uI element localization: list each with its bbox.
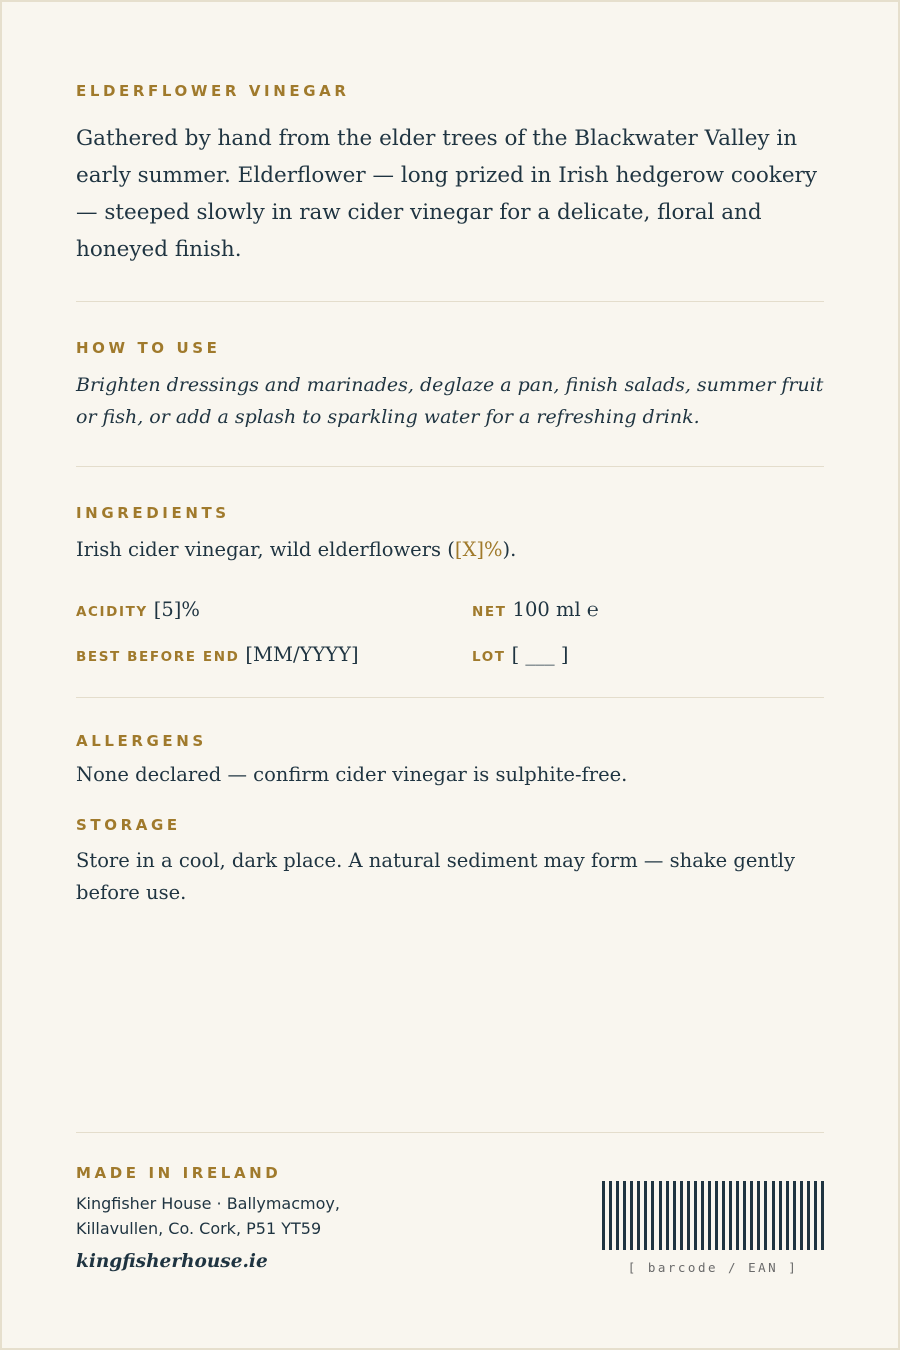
divider	[76, 301, 824, 302]
barcode-bar	[736, 1181, 739, 1250]
barcode-bar	[666, 1181, 669, 1250]
made-in-heading: MADE IN IRELAND	[76, 1164, 282, 1182]
how-to-use-text: Brighten dressings and marinades, deglaze a pan, finish salads, summer fruit or fish, or add a splash to sparkling water for a refreshing drink.	[76, 374, 824, 428]
barcode-bar	[701, 1181, 704, 1250]
address-line-1: Kingfisher House · Ballymacmoy,	[76, 1194, 340, 1213]
divider	[76, 466, 824, 467]
barcode-placeholder	[602, 1181, 824, 1250]
barcode-bar	[722, 1181, 725, 1250]
barcode-bar	[637, 1181, 640, 1250]
barcode-bar	[814, 1181, 817, 1250]
ingredients-heading: INGREDIENTS	[76, 504, 230, 522]
product-title: ELDERFLOWER VINEGAR	[76, 82, 350, 100]
ingredients-list: Irish cider vinegar, wild elderflowers (	[76, 538, 455, 561]
divider	[76, 697, 824, 698]
barcode-bar	[616, 1181, 619, 1250]
allergens-text: None declared — confirm cider vinegar is sulphite-free.	[76, 763, 628, 786]
acidity-spec	[76, 596, 200, 626]
barcode-bar	[715, 1181, 718, 1250]
barcode-bar	[729, 1181, 732, 1250]
barcode-bar	[757, 1181, 760, 1250]
barcode-bar	[609, 1181, 612, 1250]
how-to-use-heading: HOW TO USE	[76, 339, 221, 357]
address-line-2: Killavullen, Co. Cork, P51 YT59	[76, 1219, 322, 1238]
ingredient-percentage-placeholder: [X]%	[454, 538, 503, 561]
barcode-bar	[807, 1181, 810, 1250]
barcode-bar	[793, 1181, 796, 1250]
divider	[76, 1132, 824, 1133]
best-before-value: [MM/YYYY]	[245, 643, 359, 666]
barcode-bar	[602, 1181, 605, 1250]
lot-label: LOT	[472, 649, 506, 665]
barcode-bar	[659, 1181, 662, 1250]
barcode-bar	[708, 1181, 711, 1250]
barcode-bar	[772, 1181, 775, 1250]
barcode-bar	[694, 1181, 697, 1250]
net-volume-spec	[472, 596, 599, 626]
barcode-bar	[764, 1181, 767, 1250]
best-before-label: BEST BEFORE END	[76, 649, 240, 665]
lot-value: [ ___ ]	[511, 643, 569, 666]
acidity-value: [5]%	[153, 598, 200, 621]
barcode-caption: [ barcode / EAN ]	[627, 1260, 799, 1275]
storage-text: Store in a cool, dark place. A natural sediment may form — shake gently before use.	[76, 849, 796, 904]
ingredients-text	[76, 536, 516, 564]
lot-spec	[472, 641, 568, 671]
best-before-spec	[76, 641, 359, 671]
barcode-bar	[800, 1181, 803, 1250]
product-description: Gathered by hand from the elder trees of the Blackwater Valley in early summer. Elderflower — long prized in Irish hedgerow cookery — steeped slowly in raw cider vinegar for a delicate, floral and honeyed finish.	[76, 126, 817, 262]
barcode-bar	[821, 1181, 824, 1250]
website-link[interactable]: kingfisherhouse.ie	[76, 1251, 268, 1272]
barcode-bar	[644, 1181, 647, 1250]
acidity-label: ACIDITY	[76, 604, 148, 620]
barcode-bar	[750, 1181, 753, 1250]
barcode-bar	[630, 1181, 633, 1250]
barcode-bar	[687, 1181, 690, 1250]
barcode-bar	[786, 1181, 789, 1250]
ingredients-close: ).	[502, 538, 517, 561]
barcode-bar	[623, 1181, 626, 1250]
net-label: NET	[472, 604, 507, 620]
barcode-bar	[680, 1181, 683, 1250]
barcode-bar	[651, 1181, 654, 1250]
barcode-bar	[673, 1181, 676, 1250]
barcode-bar	[779, 1181, 782, 1250]
allergens-heading: ALLERGENS	[76, 732, 207, 750]
producer-address	[76, 1191, 396, 1241]
net-value: 100 ml ℮	[512, 598, 599, 621]
barcode-bar	[743, 1181, 746, 1250]
storage-heading: STORAGE	[76, 816, 181, 834]
